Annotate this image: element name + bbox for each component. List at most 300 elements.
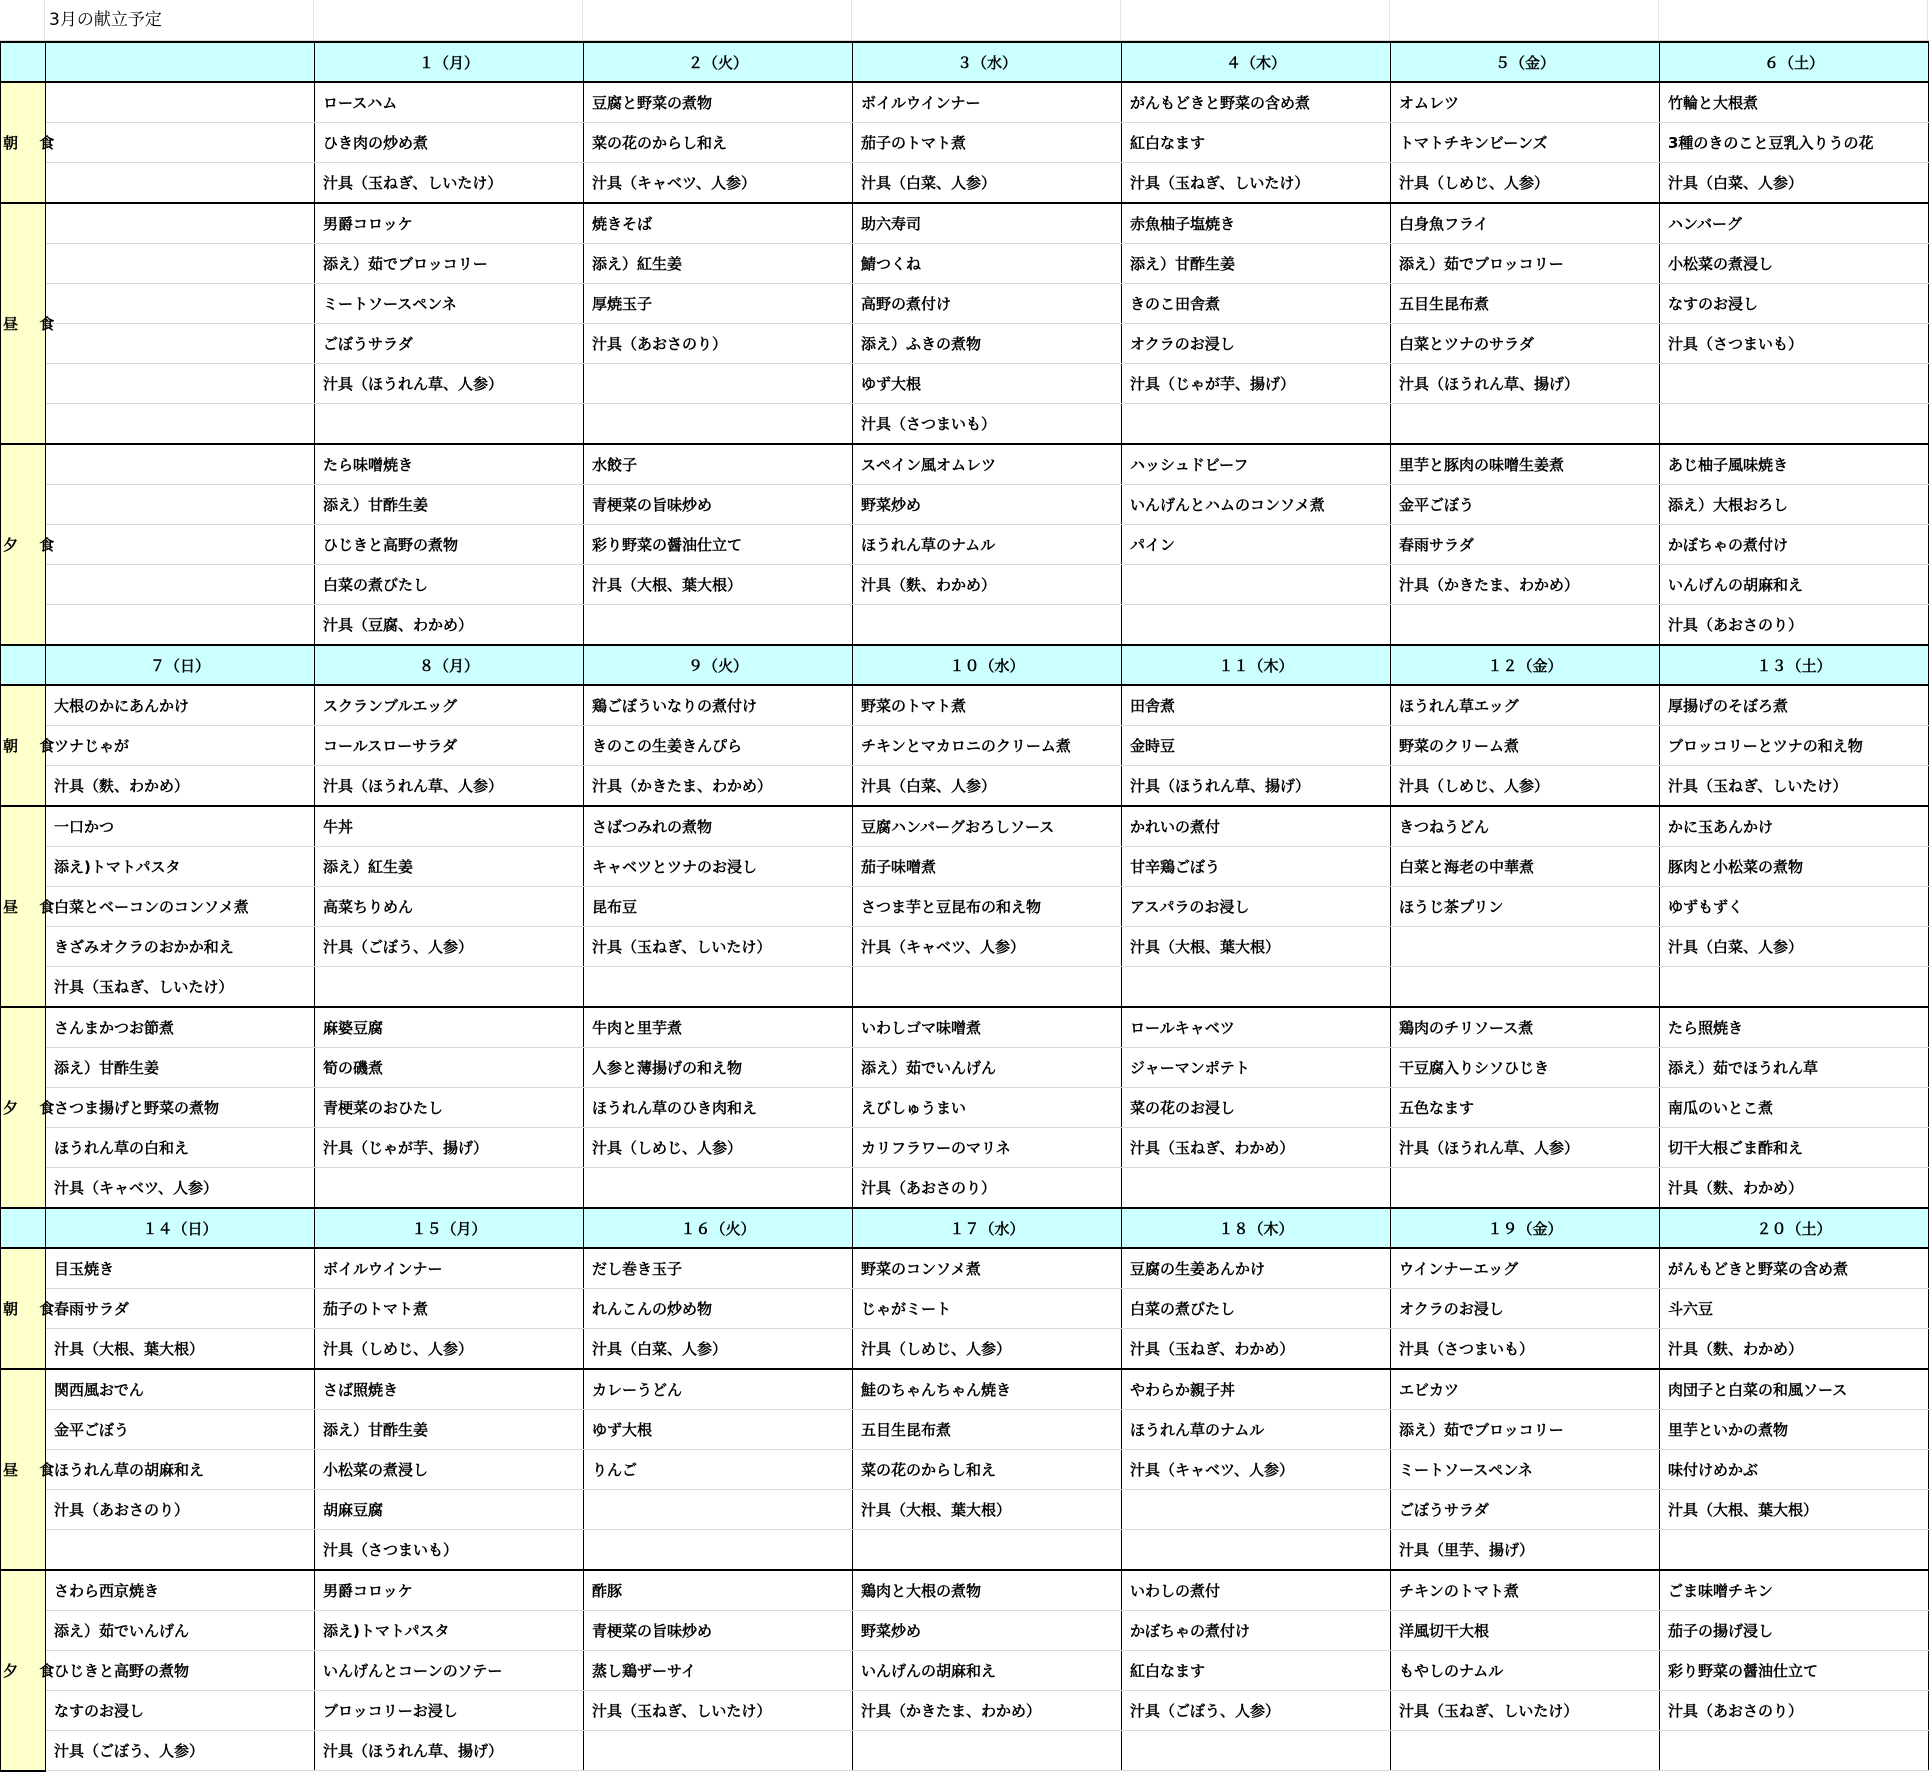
- menu-item-cell[interactable]: [46, 244, 315, 284]
- menu-item-cell[interactable]: ほうれん草の白和え: [46, 1128, 315, 1168]
- menu-item-cell[interactable]: [46, 284, 315, 324]
- menu-item-cell[interactable]: いんげんとコーンのソテー: [315, 1651, 584, 1691]
- menu-item-cell[interactable]: エビカツ: [1391, 1369, 1660, 1410]
- menu-item-cell[interactable]: 鶏ごぼういなりの煮付け: [584, 685, 853, 726]
- menu-item-cell[interactable]: 茄子味噌煮: [853, 847, 1122, 887]
- menu-item-cell[interactable]: 添え）茹でブロッコリー: [315, 244, 584, 284]
- menu-item-cell[interactable]: [1391, 1168, 1660, 1209]
- menu-item-cell[interactable]: 汁具（大根、葉大根）: [853, 1490, 1122, 1530]
- menu-item-cell[interactable]: [46, 605, 315, 646]
- menu-item-cell[interactable]: [1391, 605, 1660, 646]
- menu-item-cell[interactable]: [853, 1731, 1122, 1771]
- menu-item-cell[interactable]: 胡麻豆腐: [315, 1490, 584, 1530]
- menu-item-cell[interactable]: 汁具（ほうれん草、人参）: [1391, 1128, 1660, 1168]
- menu-item-cell[interactable]: ハンバーグ: [1660, 203, 1929, 244]
- menu-item-cell[interactable]: 汁具（ほうれん草、揚げ）: [315, 1731, 584, 1771]
- menu-item-cell[interactable]: 南瓜のいとこ煮: [1660, 1088, 1929, 1128]
- menu-item-cell[interactable]: 鶏肉と大根の煮物: [853, 1570, 1122, 1611]
- menu-item-cell[interactable]: ジャーマンポテト: [1122, 1048, 1391, 1088]
- menu-item-cell[interactable]: さば照焼き: [315, 1369, 584, 1410]
- menu-item-cell[interactable]: きのこ田舎煮: [1122, 284, 1391, 324]
- menu-item-cell[interactable]: 汁具（キャベツ、人参）: [46, 1168, 315, 1209]
- menu-item-cell[interactable]: 筍の磯煮: [315, 1048, 584, 1088]
- day-header-cell[interactable]: １５（月）: [315, 1208, 584, 1248]
- menu-item-cell[interactable]: えびしゅうまい: [853, 1088, 1122, 1128]
- day-header-cell[interactable]: １７（水）: [853, 1208, 1122, 1248]
- menu-item-cell[interactable]: [1122, 1168, 1391, 1209]
- menu-item-cell[interactable]: 春雨サラダ: [1391, 525, 1660, 565]
- menu-item-cell[interactable]: [46, 82, 315, 123]
- menu-item-cell[interactable]: [1660, 1731, 1929, 1771]
- menu-item-cell[interactable]: 金平ごぼう: [46, 1410, 315, 1450]
- menu-item-cell[interactable]: 斗六豆: [1660, 1289, 1929, 1329]
- day-header-cell[interactable]: １３（土）: [1660, 645, 1929, 685]
- menu-item-cell[interactable]: 菜の花のお浸し: [1122, 1088, 1391, 1128]
- menu-item-cell[interactable]: 汁具（玉ねぎ、しいたけ）: [315, 163, 584, 204]
- menu-item-cell[interactable]: 野菜炒め: [853, 1611, 1122, 1651]
- menu-item-cell[interactable]: スクランブルエッグ: [315, 685, 584, 726]
- menu-item-cell[interactable]: ゆず大根: [584, 1410, 853, 1450]
- menu-item-cell[interactable]: [1660, 404, 1929, 445]
- menu-item-cell[interactable]: 汁具（玉ねぎ、しいたけ）: [584, 927, 853, 967]
- menu-item-cell[interactable]: 水餃子: [584, 444, 853, 485]
- menu-item-cell[interactable]: 赤魚柚子塩焼き: [1122, 203, 1391, 244]
- menu-item-cell[interactable]: たら味噌焼き: [315, 444, 584, 485]
- menu-item-cell[interactable]: 小松菜の煮浸し: [1660, 244, 1929, 284]
- menu-item-cell[interactable]: [46, 404, 315, 445]
- menu-item-cell[interactable]: 汁具（あおさのり）: [1660, 605, 1929, 646]
- day-header-cell[interactable]: ６（土）: [1660, 42, 1929, 82]
- menu-item-cell[interactable]: 甘辛鶏ごぼう: [1122, 847, 1391, 887]
- menu-item-cell[interactable]: 豆腐の生姜あんかけ: [1122, 1248, 1391, 1289]
- menu-item-cell[interactable]: チキンとマカロニのクリーム煮: [853, 726, 1122, 766]
- menu-item-cell[interactable]: ウインナーエッグ: [1391, 1248, 1660, 1289]
- menu-item-cell[interactable]: ミートソースペンネ: [1391, 1450, 1660, 1490]
- menu-item-cell[interactable]: 添え）甘酢生姜: [46, 1048, 315, 1088]
- menu-item-cell[interactable]: きつねうどん: [1391, 806, 1660, 847]
- day-header-cell[interactable]: ４（木）: [1122, 42, 1391, 82]
- menu-item-cell[interactable]: [46, 364, 315, 404]
- menu-item-cell[interactable]: 男爵コロッケ: [315, 203, 584, 244]
- menu-item-cell[interactable]: [584, 364, 853, 404]
- menu-item-cell[interactable]: [584, 605, 853, 646]
- menu-item-cell[interactable]: 汁具（しめじ、人参）: [1391, 163, 1660, 204]
- menu-item-cell[interactable]: 小松菜の煮浸し: [315, 1450, 584, 1490]
- menu-item-cell[interactable]: ロースハム: [315, 82, 584, 123]
- day-header-cell[interactable]: １６（火）: [584, 1208, 853, 1248]
- menu-item-cell[interactable]: [853, 967, 1122, 1008]
- menu-item-cell[interactable]: 添え)トマトパスタ: [315, 1611, 584, 1651]
- day-header-cell[interactable]: ３（水）: [853, 42, 1122, 82]
- menu-item-cell[interactable]: やわらか親子丼: [1122, 1369, 1391, 1410]
- menu-item-cell[interactable]: 添え）茹でブロッコリー: [1391, 1410, 1660, 1450]
- menu-item-cell[interactable]: れんこんの炒め物: [584, 1289, 853, 1329]
- menu-item-cell[interactable]: 添え）茹でいんげん: [46, 1611, 315, 1651]
- menu-item-cell[interactable]: 一口かつ: [46, 806, 315, 847]
- menu-item-cell[interactable]: ツナじゃが: [46, 726, 315, 766]
- menu-item-cell[interactable]: 添え）紅生姜: [584, 244, 853, 284]
- menu-item-cell[interactable]: 汁具（麩、わかめ）: [1660, 1168, 1929, 1209]
- menu-item-cell[interactable]: 汁具（ほうれん草、人参）: [315, 364, 584, 404]
- day-header-cell[interactable]: １８（木）: [1122, 1208, 1391, 1248]
- day-header-cell[interactable]: ２０（土）: [1660, 1208, 1929, 1248]
- menu-item-cell[interactable]: 厚揚げのそぼろ煮: [1660, 685, 1929, 726]
- menu-item-cell[interactable]: [1122, 1490, 1391, 1530]
- menu-item-cell[interactable]: いんげんの胡麻和え: [1660, 565, 1929, 605]
- menu-item-cell[interactable]: 田舎煮: [1122, 685, 1391, 726]
- menu-item-cell[interactable]: きのこの生姜きんぴら: [584, 726, 853, 766]
- menu-item-cell[interactable]: 汁具（さつまいも）: [315, 1530, 584, 1571]
- menu-item-cell[interactable]: ミートソースペンネ: [315, 284, 584, 324]
- menu-item-cell[interactable]: 汁具（白菜、人参）: [1660, 927, 1929, 967]
- menu-item-cell[interactable]: ブロッコリーとツナの和え物: [1660, 726, 1929, 766]
- menu-item-cell[interactable]: 汁具（大根、葉大根）: [46, 1329, 315, 1370]
- menu-item-cell[interactable]: [1122, 1731, 1391, 1771]
- menu-item-cell[interactable]: ひじきと高野の煮物: [46, 1651, 315, 1691]
- menu-item-cell[interactable]: 白菜とツナのサラダ: [1391, 324, 1660, 364]
- menu-item-cell[interactable]: オムレツ: [1391, 82, 1660, 123]
- menu-item-cell[interactable]: 男爵コロッケ: [315, 1570, 584, 1611]
- meal-label-cell[interactable]: 朝 食: [1, 1248, 46, 1369]
- menu-item-cell[interactable]: 汁具（キャベツ、人参）: [584, 163, 853, 204]
- menu-item-cell[interactable]: 汁具（じゃが芋、揚げ）: [1122, 364, 1391, 404]
- menu-item-cell[interactable]: [1122, 967, 1391, 1008]
- menu-item-cell[interactable]: カリフラワーのマリネ: [853, 1128, 1122, 1168]
- menu-item-cell[interactable]: オクラのお浸し: [1391, 1289, 1660, 1329]
- menu-item-cell[interactable]: りんご: [584, 1450, 853, 1490]
- menu-item-cell[interactable]: 汁具（かきたま、わかめ）: [853, 1691, 1122, 1731]
- menu-item-cell[interactable]: だし巻き玉子: [584, 1248, 853, 1289]
- menu-item-cell[interactable]: [315, 967, 584, 1008]
- menu-item-cell[interactable]: 汁具（白菜、人参）: [853, 766, 1122, 807]
- menu-item-cell[interactable]: 茄子の揚げ浸し: [1660, 1611, 1929, 1651]
- menu-item-cell[interactable]: もやしのナムル: [1391, 1651, 1660, 1691]
- menu-item-cell[interactable]: 昆布豆: [584, 887, 853, 927]
- meal-label-cell[interactable]: 朝 食: [1, 82, 46, 203]
- menu-item-cell[interactable]: 汁具（あおさのり）: [46, 1490, 315, 1530]
- menu-item-cell[interactable]: かぼちゃの煮付け: [1660, 525, 1929, 565]
- menu-item-cell[interactable]: 汁具（豆腐、わかめ）: [315, 605, 584, 646]
- menu-item-cell[interactable]: [46, 485, 315, 525]
- meal-label-cell[interactable]: 昼 食: [1, 203, 46, 444]
- menu-item-cell[interactable]: 高菜ちりめん: [315, 887, 584, 927]
- menu-item-cell[interactable]: [1391, 404, 1660, 445]
- menu-item-cell[interactable]: 五目生昆布煮: [1391, 284, 1660, 324]
- menu-item-cell[interactable]: ハッシュドビーフ: [1122, 444, 1391, 485]
- menu-item-cell[interactable]: いわしの煮付: [1122, 1570, 1391, 1611]
- menu-item-cell[interactable]: 汁具（玉ねぎ、しいたけ）: [1122, 163, 1391, 204]
- menu-item-cell[interactable]: 白菜の煮びたし: [315, 565, 584, 605]
- menu-item-cell[interactable]: スペイン風オムレツ: [853, 444, 1122, 485]
- menu-item-cell[interactable]: [1122, 565, 1391, 605]
- menu-item-cell[interactable]: いわしゴマ味噌煮: [853, 1007, 1122, 1048]
- menu-item-cell[interactable]: [1391, 927, 1660, 967]
- menu-item-cell[interactable]: ほうれん草のナムル: [853, 525, 1122, 565]
- menu-item-cell[interactable]: 汁具（しめじ、人参）: [315, 1329, 584, 1370]
- menu-item-cell[interactable]: 汁具（白菜、人参）: [584, 1329, 853, 1370]
- day-header-cell[interactable]: ５（金）: [1391, 42, 1660, 82]
- day-header-cell[interactable]: ９（火）: [584, 645, 853, 685]
- day-header-cell[interactable]: １２（金）: [1391, 645, 1660, 685]
- menu-item-cell[interactable]: さつま揚げと野菜の煮物: [46, 1088, 315, 1128]
- menu-item-cell[interactable]: かれいの煮付: [1122, 806, 1391, 847]
- menu-item-cell[interactable]: [1391, 1731, 1660, 1771]
- menu-item-cell[interactable]: [584, 1530, 853, 1571]
- menu-item-cell[interactable]: アスパラのお浸し: [1122, 887, 1391, 927]
- menu-item-cell[interactable]: あじ柚子風味焼き: [1660, 444, 1929, 485]
- menu-item-cell[interactable]: 里芋と豚肉の味噌生姜煮: [1391, 444, 1660, 485]
- menu-item-cell[interactable]: なすのお浸し: [46, 1691, 315, 1731]
- menu-item-cell[interactable]: 添え）甘酢生姜: [315, 485, 584, 525]
- menu-item-cell[interactable]: ボイルウインナー: [853, 82, 1122, 123]
- menu-item-cell[interactable]: 春雨サラダ: [46, 1289, 315, 1329]
- menu-item-cell[interactable]: 汁具（ごぼう、人参）: [46, 1731, 315, 1771]
- menu-item-cell[interactable]: キャベツとツナのお浸し: [584, 847, 853, 887]
- day-header-cell[interactable]: [46, 42, 315, 82]
- menu-item-cell[interactable]: 麻婆豆腐: [315, 1007, 584, 1048]
- menu-item-cell[interactable]: 野菜炒め: [853, 485, 1122, 525]
- menu-item-cell[interactable]: 添え）ふきの煮物: [853, 324, 1122, 364]
- menu-item-cell[interactable]: 添え)トマトパスタ: [46, 847, 315, 887]
- menu-item-cell[interactable]: 干豆腐入りシソひじき: [1391, 1048, 1660, 1088]
- menu-item-cell[interactable]: [315, 404, 584, 445]
- menu-item-cell[interactable]: 味付けめかぶ: [1660, 1450, 1929, 1490]
- menu-item-cell[interactable]: 汁具（キャベツ、人参）: [853, 927, 1122, 967]
- menu-item-cell[interactable]: 汁具（麩、わかめ）: [1660, 1329, 1929, 1370]
- menu-item-cell[interactable]: いんげんの胡麻和え: [853, 1651, 1122, 1691]
- menu-item-cell[interactable]: 金平ごぼう: [1391, 485, 1660, 525]
- menu-item-cell[interactable]: 汁具（大根、葉大根）: [1660, 1490, 1929, 1530]
- menu-item-cell[interactable]: 紅白なます: [1122, 1651, 1391, 1691]
- menu-item-cell[interactable]: [584, 1731, 853, 1771]
- menu-item-cell[interactable]: [46, 444, 315, 485]
- menu-item-cell[interactable]: [46, 324, 315, 364]
- menu-item-cell[interactable]: 汁具（さつまいも）: [1660, 324, 1929, 364]
- day-header-cell[interactable]: ８（月）: [315, 645, 584, 685]
- menu-item-cell[interactable]: [584, 967, 853, 1008]
- menu-item-cell[interactable]: トマトチキンビーンズ: [1391, 123, 1660, 163]
- menu-item-cell[interactable]: いんげんとハムのコンソメ煮: [1122, 485, 1391, 525]
- menu-item-cell[interactable]: 人参と薄揚げの和え物: [584, 1048, 853, 1088]
- menu-item-cell[interactable]: [584, 404, 853, 445]
- menu-item-cell[interactable]: 汁具（しめじ、人参）: [853, 1329, 1122, 1370]
- menu-item-cell[interactable]: [46, 1530, 315, 1571]
- menu-item-cell[interactable]: 高野の煮付け: [853, 284, 1122, 324]
- menu-item-cell[interactable]: 汁具（しめじ、人参）: [584, 1128, 853, 1168]
- menu-item-cell[interactable]: ごぼうサラダ: [315, 324, 584, 364]
- menu-item-cell[interactable]: 切干大根ごま酢和え: [1660, 1128, 1929, 1168]
- menu-item-cell[interactable]: [1660, 364, 1929, 404]
- menu-item-cell[interactable]: かぼちゃの煮付け: [1122, 1611, 1391, 1651]
- menu-item-cell[interactable]: 白菜の煮びたし: [1122, 1289, 1391, 1329]
- menu-item-cell[interactable]: 青梗菜の旨味炒め: [584, 485, 853, 525]
- menu-item-cell[interactable]: 彩り野菜の醤油仕立て: [1660, 1651, 1929, 1691]
- menu-item-cell[interactable]: [584, 1490, 853, 1530]
- menu-item-cell[interactable]: 金時豆: [1122, 726, 1391, 766]
- menu-item-cell[interactable]: さばつみれの煮物: [584, 806, 853, 847]
- menu-item-cell[interactable]: [1660, 1530, 1929, 1571]
- menu-item-cell[interactable]: 助六寿司: [853, 203, 1122, 244]
- menu-item-cell[interactable]: 汁具（かきたま、わかめ）: [1391, 565, 1660, 605]
- menu-item-cell[interactable]: コールスローサラダ: [315, 726, 584, 766]
- menu-item-cell[interactable]: さわら西京焼き: [46, 1570, 315, 1611]
- menu-item-cell[interactable]: 茄子のトマト煮: [853, 123, 1122, 163]
- menu-item-cell[interactable]: [853, 605, 1122, 646]
- menu-item-cell[interactable]: ごま味噌チキン: [1660, 1570, 1929, 1611]
- menu-item-cell[interactable]: 野菜のクリーム煮: [1391, 726, 1660, 766]
- menu-item-cell[interactable]: きざみオクラのおかか和え: [46, 927, 315, 967]
- menu-item-cell[interactable]: 白菜と海老の中華煮: [1391, 847, 1660, 887]
- menu-item-cell[interactable]: 添え）甘酢生姜: [315, 1410, 584, 1450]
- menu-item-cell[interactable]: [1122, 1530, 1391, 1571]
- day-header-cell[interactable]: １（月）: [315, 42, 584, 82]
- menu-item-cell[interactable]: オクラのお浸し: [1122, 324, 1391, 364]
- menu-item-cell[interactable]: 添え）茹でいんげん: [853, 1048, 1122, 1088]
- menu-item-cell[interactable]: 汁具（玉ねぎ、わかめ）: [1122, 1329, 1391, 1370]
- menu-item-cell[interactable]: ほうれん草の胡麻和え: [46, 1450, 315, 1490]
- menu-item-cell[interactable]: 汁具（麩、わかめ）: [853, 565, 1122, 605]
- menu-item-cell[interactable]: 汁具（かきたま、わかめ）: [584, 766, 853, 807]
- menu-item-cell[interactable]: ほうれん草のナムル: [1122, 1410, 1391, 1450]
- menu-item-cell[interactable]: かに玉あんかけ: [1660, 806, 1929, 847]
- menu-item-cell[interactable]: 汁具（じゃが芋、揚げ）: [315, 1128, 584, 1168]
- menu-item-cell[interactable]: 汁具（ごぼう、人参）: [1122, 1691, 1391, 1731]
- menu-item-cell[interactable]: 青梗菜のおひたし: [315, 1088, 584, 1128]
- menu-item-cell[interactable]: 肉団子と白菜の和風ソース: [1660, 1369, 1929, 1410]
- menu-item-cell[interactable]: 汁具（玉ねぎ、しいたけ）: [46, 967, 315, 1008]
- menu-item-cell[interactable]: 牛肉と里芋煮: [584, 1007, 853, 1048]
- menu-item-cell[interactable]: 五目生昆布煮: [853, 1410, 1122, 1450]
- menu-item-cell[interactable]: 添え）茹でほうれん草: [1660, 1048, 1929, 1088]
- menu-item-cell[interactable]: 汁具（玉ねぎ、しいたけ）: [1391, 1691, 1660, 1731]
- menu-item-cell[interactable]: たら照焼き: [1660, 1007, 1929, 1048]
- menu-item-cell[interactable]: 3種のきのこと豆乳入りうの花: [1660, 123, 1929, 163]
- menu-item-cell[interactable]: 汁具（ほうれん草、揚げ）: [1122, 766, 1391, 807]
- menu-item-cell[interactable]: [1391, 967, 1660, 1008]
- menu-item-cell[interactable]: [46, 565, 315, 605]
- menu-item-cell[interactable]: 菜の花のからし和え: [853, 1450, 1122, 1490]
- menu-item-cell[interactable]: 白身魚フライ: [1391, 203, 1660, 244]
- menu-item-cell[interactable]: [1660, 967, 1929, 1008]
- day-header-cell[interactable]: ７（日）: [46, 645, 315, 685]
- menu-item-cell[interactable]: 菜の花のからし和え: [584, 123, 853, 163]
- menu-item-cell[interactable]: 目玉焼き: [46, 1248, 315, 1289]
- menu-item-cell[interactable]: 牛丼: [315, 806, 584, 847]
- day-header-cell[interactable]: ２（火）: [584, 42, 853, 82]
- sheet-title[interactable]: 3月の献立予定: [45, 0, 314, 40]
- menu-item-cell[interactable]: ほうじ茶プリン: [1391, 887, 1660, 927]
- menu-item-cell[interactable]: ゆず大根: [853, 364, 1122, 404]
- menu-item-cell[interactable]: 大根のかにあんかけ: [46, 685, 315, 726]
- menu-item-cell[interactable]: 汁具（キャベツ、人参）: [1122, 1450, 1391, 1490]
- menu-item-cell[interactable]: 汁具（白菜、人参）: [853, 163, 1122, 204]
- menu-item-cell[interactable]: ロールキャベツ: [1122, 1007, 1391, 1048]
- meal-label-cell[interactable]: 夕 食: [1, 1570, 46, 1771]
- menu-item-cell[interactable]: 野菜のトマト煮: [853, 685, 1122, 726]
- meal-label-cell[interactable]: 夕 食: [1, 444, 46, 645]
- menu-item-cell[interactable]: 洋風切干大根: [1391, 1611, 1660, 1651]
- menu-item-cell[interactable]: カレーうどん: [584, 1369, 853, 1410]
- menu-item-cell[interactable]: 汁具（麩、わかめ）: [46, 766, 315, 807]
- menu-item-cell[interactable]: 青梗菜の旨味炒め: [584, 1611, 853, 1651]
- menu-item-cell[interactable]: 里芋といかの煮物: [1660, 1410, 1929, 1450]
- day-header-cell[interactable]: １９（金）: [1391, 1208, 1660, 1248]
- meal-label-cell[interactable]: 昼 食: [1, 806, 46, 1007]
- menu-item-cell[interactable]: ひき肉の炒め煮: [315, 123, 584, 163]
- meal-label-cell[interactable]: 夕 食: [1, 1007, 46, 1208]
- menu-item-cell[interactable]: [1122, 404, 1391, 445]
- menu-item-cell[interactable]: 厚焼玉子: [584, 284, 853, 324]
- meal-label-cell[interactable]: 朝 食: [1, 685, 46, 806]
- menu-item-cell[interactable]: 酢豚: [584, 1570, 853, 1611]
- menu-item-cell[interactable]: パイン: [1122, 525, 1391, 565]
- menu-item-cell[interactable]: ボイルウインナー: [315, 1248, 584, 1289]
- menu-item-cell[interactable]: 汁具（玉ねぎ、わかめ）: [1122, 1128, 1391, 1168]
- menu-item-cell[interactable]: 汁具（大根、葉大根）: [584, 565, 853, 605]
- menu-item-cell[interactable]: さつま芋と豆昆布の和え物: [853, 887, 1122, 927]
- menu-item-cell[interactable]: 汁具（さつまいも）: [1391, 1329, 1660, 1370]
- menu-item-cell[interactable]: ほうれん草エッグ: [1391, 685, 1660, 726]
- header-corner-cell[interactable]: [1, 42, 46, 82]
- header-corner-cell[interactable]: [1, 1208, 46, 1248]
- menu-item-cell[interactable]: 汁具（ほうれん草、人参）: [315, 766, 584, 807]
- menu-item-cell[interactable]: [46, 123, 315, 163]
- menu-item-cell[interactable]: 豆腐と野菜の煮物: [584, 82, 853, 123]
- menu-item-cell[interactable]: [46, 525, 315, 565]
- menu-item-cell[interactable]: 豚肉と小松菜の煮物: [1660, 847, 1929, 887]
- menu-item-cell[interactable]: [46, 163, 315, 204]
- menu-item-cell[interactable]: 汁具（玉ねぎ、しいたけ）: [584, 1691, 853, 1731]
- menu-item-cell[interactable]: がんもどきと野菜の含め煮: [1122, 82, 1391, 123]
- menu-item-cell[interactable]: 汁具（白菜、人参）: [1660, 163, 1929, 204]
- menu-item-cell[interactable]: 汁具（あおさのり）: [1660, 1691, 1929, 1731]
- menu-item-cell[interactable]: さんまかつお節煮: [46, 1007, 315, 1048]
- menu-item-cell[interactable]: 野菜のコンソメ煮: [853, 1248, 1122, 1289]
- menu-item-cell[interactable]: 汁具（玉ねぎ、しいたけ）: [1660, 766, 1929, 807]
- menu-item-cell[interactable]: ごぼうサラダ: [1391, 1490, 1660, 1530]
- menu-item-cell[interactable]: 焼きそば: [584, 203, 853, 244]
- menu-item-cell[interactable]: 蒸し鶏ザーサイ: [584, 1651, 853, 1691]
- meal-label-cell[interactable]: 昼 食: [1, 1369, 46, 1570]
- menu-item-cell[interactable]: 白菜とベーコンのコンソメ煮: [46, 887, 315, 927]
- menu-item-cell[interactable]: じゃがミート: [853, 1289, 1122, 1329]
- menu-item-cell[interactable]: 添え）甘酢生姜: [1122, 244, 1391, 284]
- menu-item-cell[interactable]: 添え）茹でブロッコリー: [1391, 244, 1660, 284]
- day-header-cell[interactable]: １１（木）: [1122, 645, 1391, 685]
- menu-item-cell[interactable]: 茄子のトマト煮: [315, 1289, 584, 1329]
- menu-item-cell[interactable]: ブロッコリーお浸し: [315, 1691, 584, 1731]
- menu-item-cell[interactable]: 汁具（あおさのり）: [584, 324, 853, 364]
- menu-item-cell[interactable]: 添え）紅生姜: [315, 847, 584, 887]
- menu-item-cell[interactable]: 添え）大根おろし: [1660, 485, 1929, 525]
- menu-item-cell[interactable]: 汁具（ごぼう、人参）: [315, 927, 584, 967]
- menu-item-cell[interactable]: 豆腐ハンバーグおろしソース: [853, 806, 1122, 847]
- menu-item-cell[interactable]: [584, 1168, 853, 1209]
- menu-item-cell[interactable]: 鶏肉のチリソース煮: [1391, 1007, 1660, 1048]
- menu-item-cell[interactable]: [1122, 605, 1391, 646]
- menu-item-cell[interactable]: 汁具（里芋、揚げ）: [1391, 1530, 1660, 1571]
- menu-item-cell[interactable]: [315, 1168, 584, 1209]
- menu-item-cell[interactable]: 鯖つくね: [853, 244, 1122, 284]
- menu-item-cell[interactable]: 彩り野菜の醤油仕立て: [584, 525, 853, 565]
- day-header-cell[interactable]: １０（水）: [853, 645, 1122, 685]
- menu-item-cell[interactable]: 汁具（ほうれん草、揚げ）: [1391, 364, 1660, 404]
- menu-item-cell[interactable]: 汁具（しめじ、人参）: [1391, 766, 1660, 807]
- menu-item-cell[interactable]: ゆずもずく: [1660, 887, 1929, 927]
- menu-item-cell[interactable]: ほうれん草のひき肉和え: [584, 1088, 853, 1128]
- menu-item-cell[interactable]: 紅白なます: [1122, 123, 1391, 163]
- menu-item-cell[interactable]: 五色なます: [1391, 1088, 1660, 1128]
